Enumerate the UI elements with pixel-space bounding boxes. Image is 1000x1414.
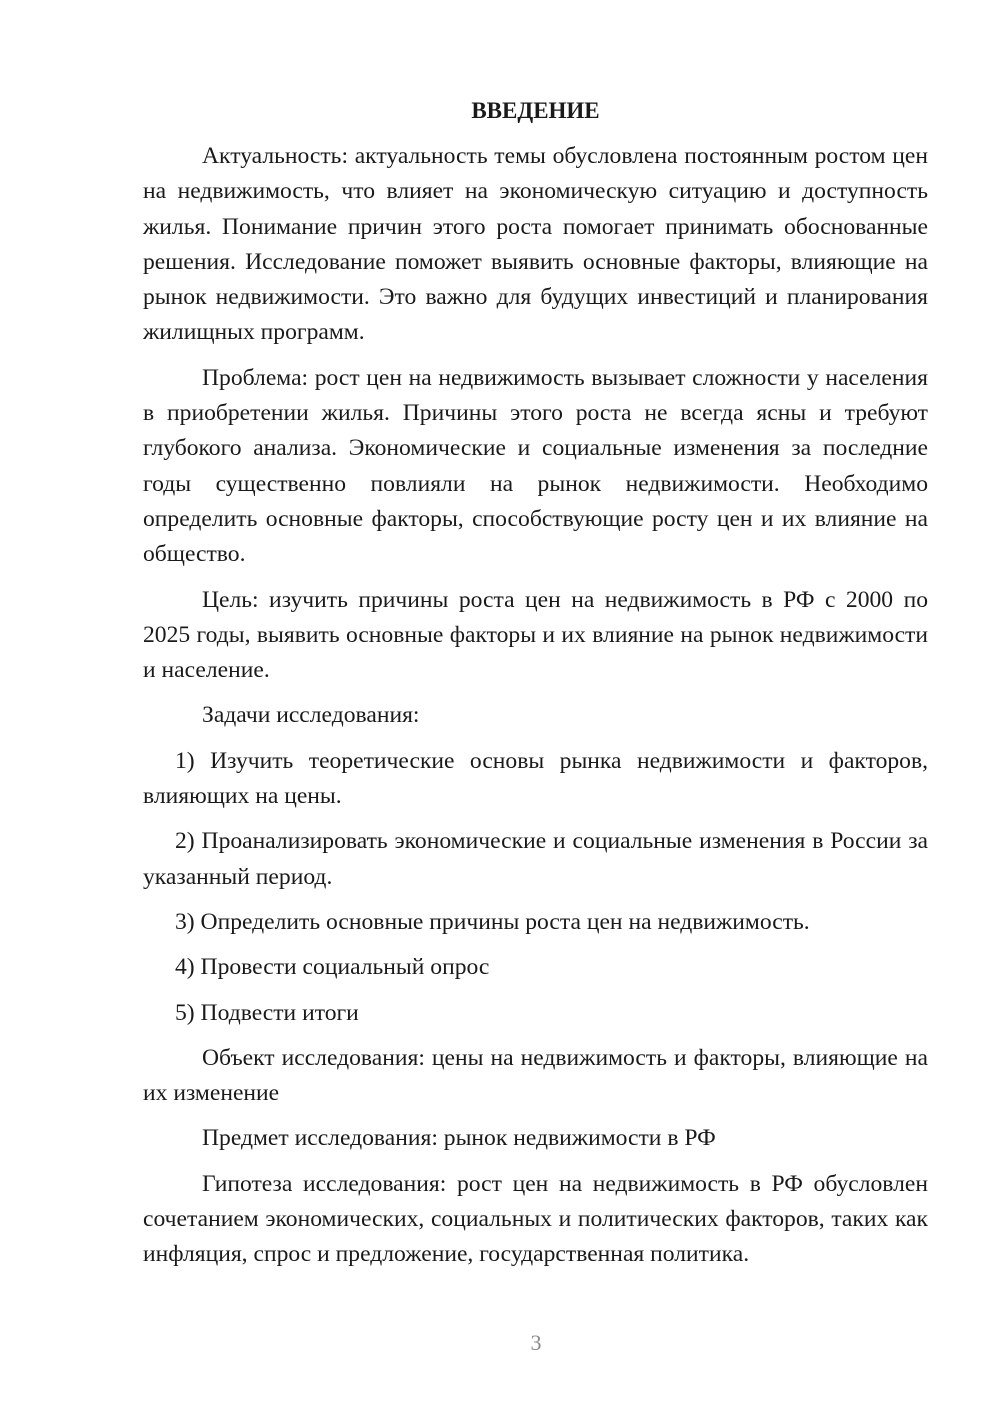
document-page xyxy=(143,94,928,1283)
relevance-paragraph: Актуальность: актуальность темы обусловлена постоянным ростом цен на недвижимость, что влияет на экономическую ситуацию и доступность жилья. Понимание причин этого роста помогает принимать обоснованные решения. Исследование поможет выявить основные факторы, влияющие на рынок недвижимости. Это важно для будущих инвестиций и планирования жилищных программ. xyxy=(143,143,928,346)
task-item-1: 1) Изучить теоретические основы рынка недвижимости и факторов, влияющих на цены. xyxy=(143,747,928,810)
goal-paragraph: Цель: изучить причины роста цен на недвижимость в РФ с 2000 по 2025 годы, выявить основные факторы и их влияние на рынок недвижимости и население. xyxy=(143,586,928,684)
object-paragraph: Объект исследования: цены на недвижимость и факторы, влияющие на их изменение xyxy=(143,1044,928,1107)
task-item-2: 2) Проанализировать экономические и социальные изменения в России за указанный период. xyxy=(143,828,928,890)
task-item-4: 4) Провести социальный опрос xyxy=(175,954,490,981)
problem-paragraph: Проблема: рост цен на недвижимость вызывает сложности у населения в приобретении жилья. Причины этого роста не всегда ясны и требуют глубокого анализа. Экономические и социальные изменения за последние годы существенно повлияли на рынок недвижимости. Необходимо определить основные факторы, способствующие росту цен и их влияние на общество. xyxy=(143,364,928,568)
task-item-3: 3) Определить основные причины роста цен на недвижимость. xyxy=(175,908,810,935)
task-item-5: 5) Подвести итоги xyxy=(175,999,359,1026)
hypothesis-paragraph: Гипотеза исследования: рост цен на недвижимость в РФ обусловлен сочетанием экономических, социальных и политических факторов, таких как инфляция, спрос и предложение, государственная политика. xyxy=(143,1170,928,1268)
tasks-title: Задачи исследования: xyxy=(202,702,420,729)
page-number: 3 xyxy=(530,1330,542,1355)
section-heading: ВВЕДЕНИЕ xyxy=(471,98,600,123)
subject-paragraph: Предмет исследования: рынок недвижимости в РФ xyxy=(202,1125,716,1152)
